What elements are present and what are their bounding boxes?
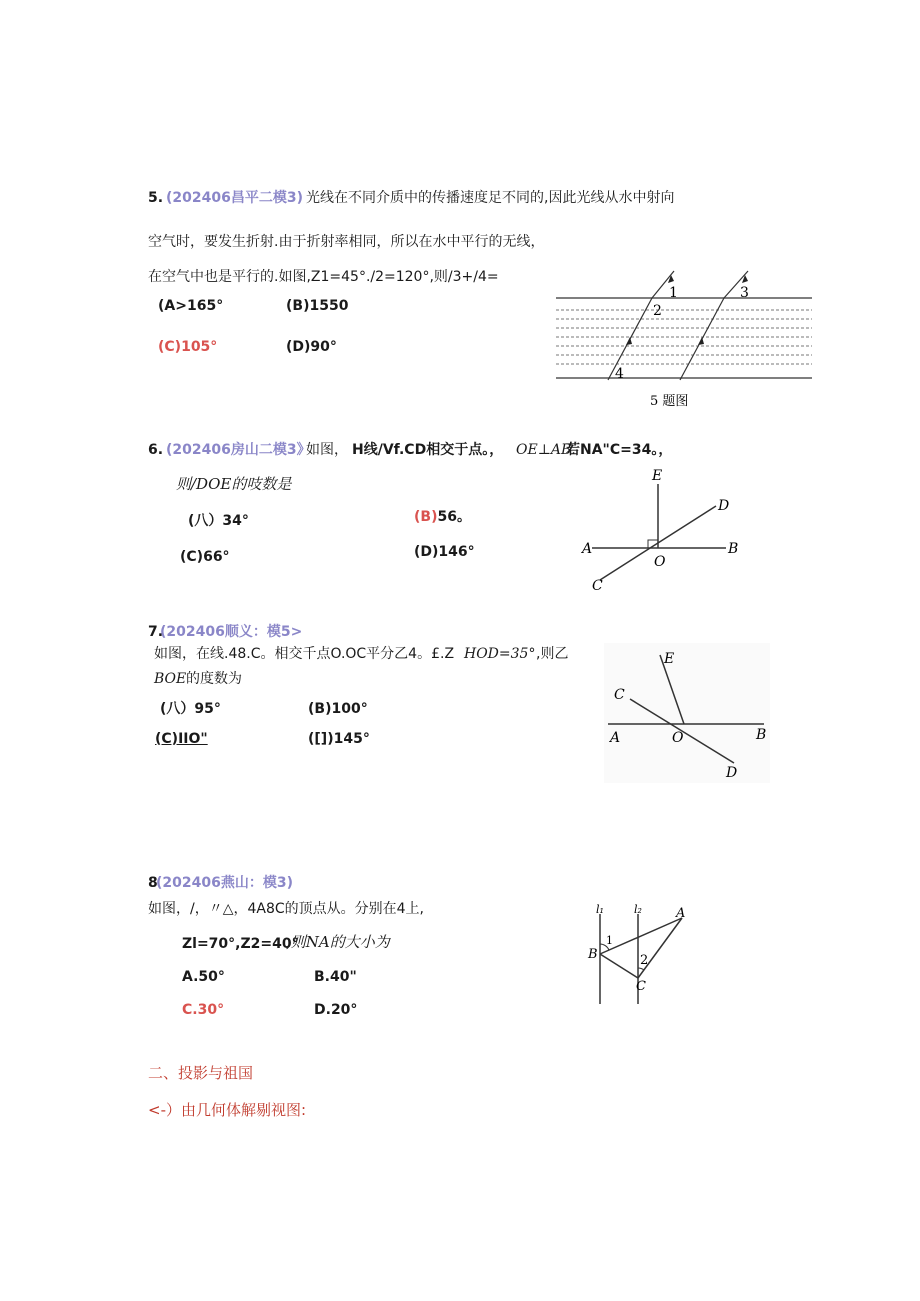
q5-figure-caption: 5 题图 — [650, 394, 689, 409]
q8-label-angle-1: 1 — [606, 934, 613, 947]
q7-source: (202406顺义：模5> — [160, 624, 303, 640]
q8-source: (202406燕山：模3) — [156, 875, 293, 891]
q5-option-c: (C)105° — [158, 339, 218, 355]
q6-source: (202406房山二模3》 — [166, 442, 311, 458]
q6-option-b-mark: (B) — [414, 509, 438, 525]
q5-text-line3: 在空气中也是平行的.如图,Z1=45°./2=120°,则/3+/4= — [148, 269, 499, 285]
q5-text-line1: 光线在不同介质中的传播速度足不同的,因此光线从水中射向 — [306, 190, 675, 206]
q6-option-d: (D)146° — [414, 544, 475, 560]
q6-label-d: D — [718, 498, 730, 514]
q5-label-3: 3 — [740, 285, 749, 301]
q7-text-c: ,则乙 — [536, 646, 569, 662]
q6-text-b: H线/Vf.CD相交于点。， — [352, 442, 504, 458]
q7-option-b: (B)100° — [308, 701, 368, 717]
q8-option-b: B.40" — [314, 969, 357, 985]
q6-label-e: E — [652, 468, 663, 484]
q5-label-2: 2 — [653, 303, 662, 319]
q7-label-e: E — [664, 651, 675, 667]
q7-text-line2b: 的度数为 — [186, 671, 242, 687]
q6-text-a: 如图， — [306, 442, 348, 458]
q5-source: (202406昌平二模3) — [166, 190, 303, 206]
q6-option-b-value: 56。 — [437, 509, 471, 525]
q7-option-c: (C)IIO" — [155, 731, 208, 747]
q6-option-a: (八）34° — [188, 513, 249, 529]
q5-number: 5. — [148, 190, 164, 206]
q5-label-4: 4 — [615, 366, 624, 382]
q5-option-d: (D)90° — [286, 339, 337, 355]
q7-number: 7. — [148, 624, 164, 640]
q8-label-a: A — [676, 906, 686, 921]
section-title: 二、投影与祖国 — [148, 1064, 254, 1082]
q6-option-b — [414, 508, 471, 526]
q8-label-c: C — [636, 979, 646, 994]
q5-refraction-figure — [550, 265, 816, 415]
q7-label-c: C — [614, 687, 625, 703]
q8-label-b: B — [588, 947, 598, 962]
q8-label-l1: l₁ — [596, 903, 604, 916]
q5-option-a: (A>165° — [158, 298, 224, 314]
q6-option-c: (C)66° — [180, 549, 230, 565]
q7-option-a: (八）95° — [160, 701, 221, 717]
q8-text-line2b: ,则NA的大小为 — [286, 933, 390, 951]
q6-number: 6. — [148, 442, 164, 458]
q7-label-o: O — [672, 730, 684, 746]
q8-number: 8 — [148, 875, 158, 891]
q7-text-b: HOD=35° — [464, 646, 536, 662]
q7-label-d: D — [726, 765, 738, 781]
q6-label-a: A — [582, 541, 593, 557]
q8-label-angle-2: 2 — [640, 953, 649, 968]
q7-option-d: ([])145° — [308, 731, 370, 747]
q6-text-line2: 则/DOE的吱数是 — [176, 475, 292, 493]
q8-text-line1: 如图，/，〃△，4A8C的顶点从。分别在4上, — [148, 901, 425, 917]
q6-figure — [578, 462, 748, 596]
q7-label-a: A — [610, 730, 621, 746]
q6-label-o: O — [654, 554, 666, 570]
q5-label-1: 1 — [669, 285, 678, 301]
q8-figure — [582, 902, 692, 1006]
q8-text-line2a: Zl=70°,Z2=40° — [182, 936, 299, 952]
q8-label-l2: l₂ — [634, 903, 642, 916]
q8-option-c: C.30° — [182, 1002, 225, 1018]
q7-label-b: B — [756, 727, 767, 743]
q7-text-line2a: BOE — [154, 671, 187, 687]
q7-figure — [604, 643, 770, 783]
section-subtitle: <-）由几何体解剔视图: — [148, 1101, 307, 1119]
q6-text-d: 若NA"C=34。， — [566, 442, 673, 458]
q8-option-d: D.20° — [314, 1002, 358, 1018]
q5-option-b: (B)1550 — [286, 298, 349, 314]
q7-text-a: 如图，在线.48.C。相交千点O.OC平分乙4。£.Z — [154, 646, 455, 662]
q8-option-a: A.50° — [182, 969, 225, 985]
q6-label-b: B — [728, 541, 739, 557]
q6-text-c: OE⊥AB. — [516, 442, 576, 458]
q6-label-c: C — [592, 578, 603, 594]
q5-text-line2: 空气时，要发生折射.由于折射率相同，所以在水中平行的无线， — [148, 234, 545, 250]
